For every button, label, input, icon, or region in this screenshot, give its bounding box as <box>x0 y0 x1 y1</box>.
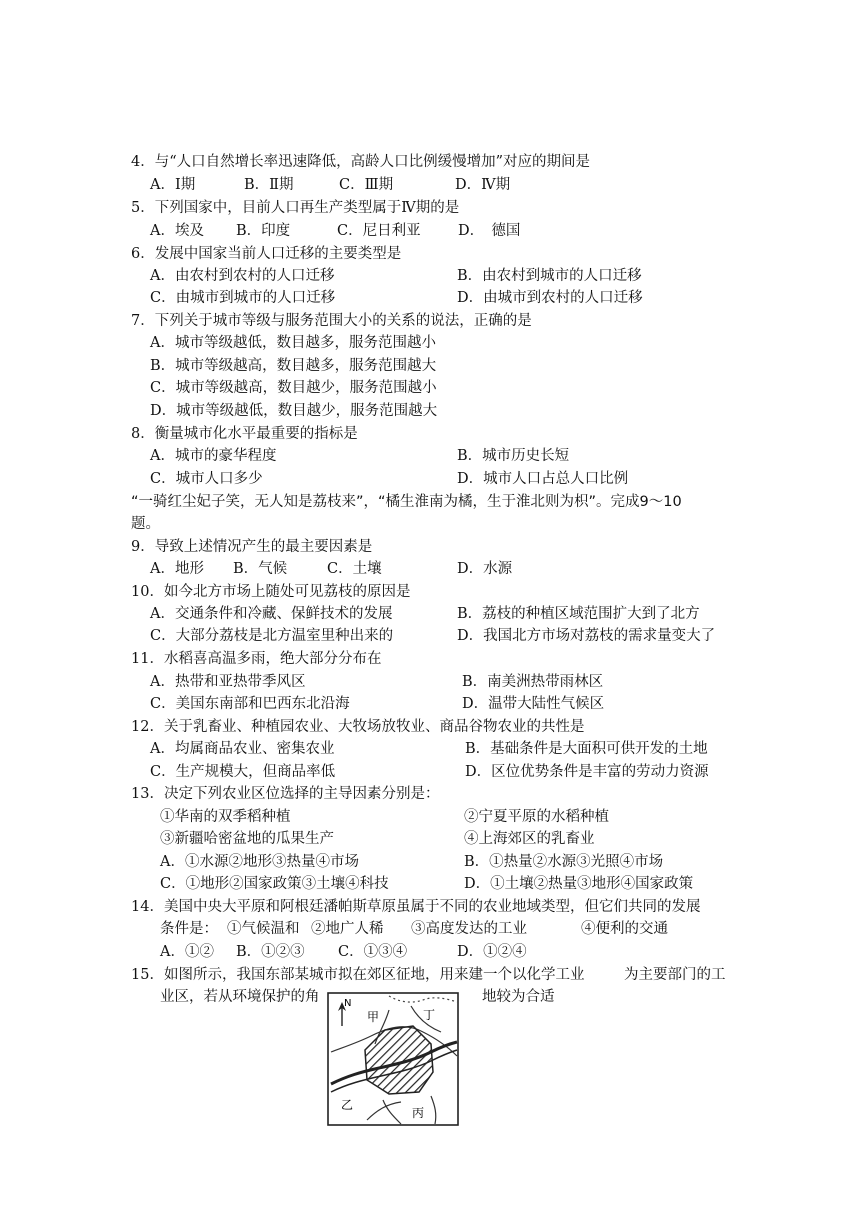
q13-item-1: ①华南的双季稻种植 <box>160 809 291 825</box>
question-4-stem: 4．与“人口自然增长率迅速降低，高龄人口比例缓慢增加”对应的期间是 <box>131 154 591 170</box>
q14-item-3: ③高度发达的工业 <box>411 921 527 937</box>
question-10-stem: 10．如今北方市场上随处可见荔枝的原因是 <box>131 584 411 600</box>
q14-item-2: ②地广人稀 <box>311 921 384 937</box>
q14-option-d: D．①②④ <box>457 944 527 960</box>
q14-option-c: C．①③④ <box>338 944 408 960</box>
q7-option-b: B．城市等级越高，数目越多，服务范围越大 <box>150 358 437 374</box>
q7-option-a: A．城市等级越低，数目越多，服务范围越小 <box>150 335 436 351</box>
poem-intro-line-1: “一骑红尘妃子笑，无人知是荔枝来”，“橘生淮南为橘，生于淮北则为枳”。完成9～10 <box>131 494 682 510</box>
q13-item-3: ③新疆哈密盆地的瓜果生产 <box>160 831 334 847</box>
question-12-stem: 12．关于乳畜业、种植园农业、大牧场放牧业、商品谷物农业的共性是 <box>131 719 585 735</box>
q7-option-c: C．城市等级越高，数目越少，服务范围越小 <box>150 380 437 396</box>
q6-option-c: C．由城市到城市的人口迁移 <box>150 290 336 306</box>
q14-item-4: ④便利的交通 <box>581 921 668 937</box>
question-9-stem: 9．导致上述情况产生的最主要因素是 <box>131 539 373 555</box>
q4-option-b: B．Ⅱ期 <box>244 177 294 193</box>
q9-option-b: B．气候 <box>233 561 288 577</box>
question-15-stem-a: 15．如图所示，我国东部某城市拟在郊区征地，用来建一个以化学工业 <box>131 967 585 983</box>
q6-option-d: D．由城市到农村的人口迁移 <box>457 290 643 306</box>
q8-option-a: A．城市的豪华程度 <box>150 448 277 464</box>
q9-option-d: D．水源 <box>457 561 513 577</box>
q14-item-1: ①气候温和 <box>227 921 300 937</box>
question-15-line2-b: 地较为合适 <box>482 989 555 1005</box>
q11-option-b: B．南美洲热带雨林区 <box>462 674 604 690</box>
q10-option-b: B．荔枝的种植区域范围扩大到了北方 <box>457 606 700 622</box>
q5-option-c: C．尼日利亚 <box>337 223 421 239</box>
q11-option-d: D．温带大陆性气候区 <box>462 696 605 712</box>
question-13-stem: 13．决定下列农业区位选择的主导因素分别是： <box>131 786 440 802</box>
question-6-stem: 6．发展中国家当前人口迁移的主要类型是 <box>131 246 402 262</box>
q6-option-a: A．由农村到农村的人口迁移 <box>150 268 335 284</box>
north-label: N <box>344 998 352 1009</box>
q14-option-a: A．①② <box>160 944 214 960</box>
q4-option-d: D．Ⅳ期 <box>455 177 511 193</box>
q9-option-c: C．土壤 <box>327 561 382 577</box>
question-15-line2-a: 业区，若从环境保护的角 <box>160 989 320 1005</box>
q14-stem-cont: 条件是： <box>160 921 218 937</box>
q13-option-a: A．①水源②地形③热量④市场 <box>160 854 359 870</box>
city-location-map <box>327 992 459 1126</box>
question-14-stem: 14．美国中央大平原和阿根廷潘帕斯草原虽属于不同的农业地域类型，但它们共同的发展 <box>131 899 701 915</box>
label-bing: 丙 <box>412 1106 425 1120</box>
q9-option-a: A．地形 <box>150 561 204 577</box>
label-yi: 乙 <box>341 1098 354 1112</box>
q6-option-b: B．由农村到城市的人口迁移 <box>457 268 642 284</box>
q12-option-d: D．区位优势条件是丰富的劳动力资源 <box>465 764 709 780</box>
question-15-stem-b: 为主要部门的工 <box>624 967 726 983</box>
q8-option-d: D．城市人口占总人口比例 <box>457 471 629 487</box>
q11-option-a: A．热带和亚热带季风区 <box>150 674 306 690</box>
q11-option-c: C．美国东南部和巴西东北沿海 <box>150 696 350 712</box>
q5-option-b: B．印度 <box>236 223 291 239</box>
q5-option-d: D． 德国 <box>458 223 521 239</box>
q12-option-a: A．均属商品农业、密集农业 <box>150 741 335 757</box>
q10-option-d: D．我国北方市场对荔枝的需求量变大了 <box>457 628 716 644</box>
poem-intro-line-2: 题。 <box>131 516 160 532</box>
question-11-stem: 11．水稻喜高温多雨，绝大部分分布在 <box>131 651 382 667</box>
q13-item-4: ④上海郊区的乳畜业 <box>464 831 595 847</box>
q8-option-c: C．城市人口多少 <box>150 471 263 487</box>
question-8-stem: 8．衡量城市化水平最重要的指标是 <box>131 426 358 442</box>
q13-option-d: D．①土壤②热量③地形④国家政策 <box>464 876 694 892</box>
q4-option-c: C．Ⅲ期 <box>339 177 394 193</box>
question-7-stem: 7．下列关于城市等级与服务范围大小的关系的说法，正确的是 <box>131 313 532 329</box>
q5-option-a: A．埃及 <box>150 223 204 239</box>
q13-option-b: B．①热量②水源③光照④市场 <box>464 854 664 870</box>
q8-option-b: B．城市历史长短 <box>457 448 570 464</box>
q10-option-a: A．交通条件和冷藏、保鲜技术的发展 <box>150 606 393 622</box>
question-5-stem: 5．下列国家中，目前人口再生产类型属于Ⅳ期的是 <box>131 200 460 216</box>
q13-option-c: C．①地形②国家政策③土壤④科技 <box>160 876 389 892</box>
q12-option-c: C．生产规模大，但商品率低 <box>150 764 336 780</box>
q13-item-2: ②宁夏平原的水稻种植 <box>464 809 609 825</box>
q10-option-c: C．大部分荔枝是北方温室里种出来的 <box>150 628 394 644</box>
label-ding: 丁 <box>423 1008 436 1022</box>
q12-option-b: B．基础条件是大面积可供开发的土地 <box>465 741 708 757</box>
q7-option-d: D．城市等级越低，数目越少，服务范围越大 <box>150 403 438 419</box>
q4-option-a: A．Ⅰ期 <box>150 177 196 193</box>
label-jia: 甲 <box>367 1010 380 1024</box>
q14-option-b: B．①②③ <box>236 944 305 960</box>
